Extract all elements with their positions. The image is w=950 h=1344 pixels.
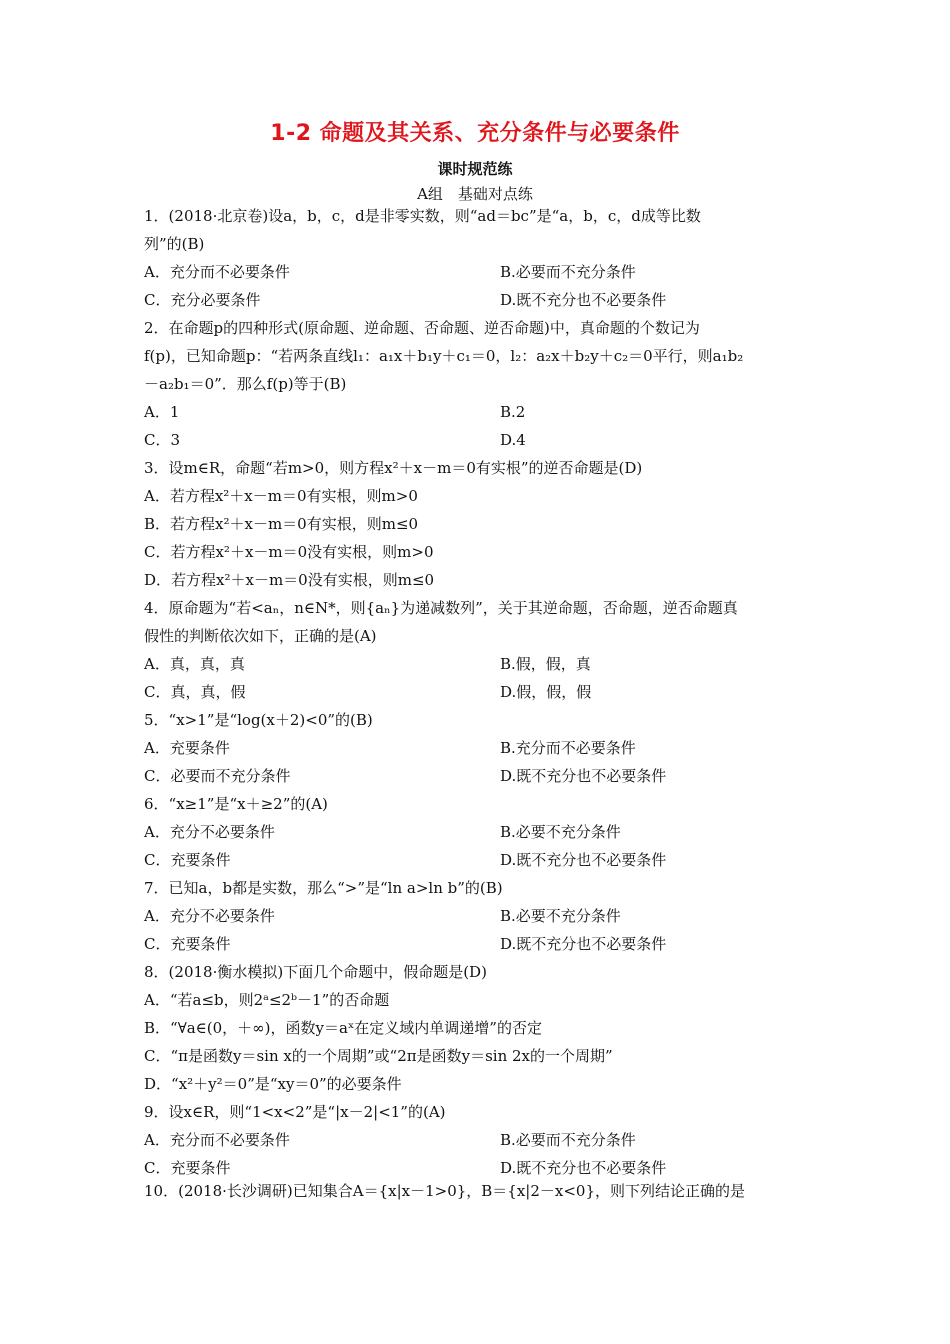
option-line: D.既不充分也不必要条件 [500, 1159, 667, 1177]
text-line: 列”的(B) [144, 235, 205, 253]
text-line: 7．已知a，b都是实数，那么“>”是“ln a>ln b”的(B) [144, 879, 503, 897]
option-line: D.既不充分也不必要条件 [500, 851, 667, 869]
text-line: 6．“x≥1”是“x＋≥2”的(A) [144, 795, 328, 813]
text-line: f(p)，已知命题p：“若两条直线l₁：a₁x＋b₁y＋c₁＝0，l₂：a₂x＋b₂y＋c₂＝0平行，则a₁b₂ [144, 347, 744, 365]
option-line: B.2 [500, 403, 526, 421]
option-line: C．充要条件 [144, 935, 231, 953]
option-line: D.既不充分也不必要条件 [500, 935, 667, 953]
option-line: B．“∀a∈(0，＋∞)，函数y＝aˣ在定义域内单调递增”的否定 [144, 1019, 542, 1037]
option-line: B.必要而不充分条件 [500, 1131, 636, 1149]
option-line: B.充分而不必要条件 [500, 739, 636, 757]
option-line: A．1 [144, 403, 180, 421]
option-line: B.必要不充分条件 [500, 907, 621, 925]
text-line: 2．在命题p的四种形式(原命题、逆命题、否命题、逆否命题)中，真命题的个数记为 [144, 319, 700, 337]
option-line: D.既不充分也不必要条件 [500, 291, 667, 309]
option-line: A．“若a≤b，则2ᵃ≤2ᵇ－1”的否命题 [144, 991, 390, 1009]
text-line: 假性的判断依次如下，正确的是(A) [144, 627, 377, 645]
text-line: 1．(2018·北京卷)设a，b，c，d是非零实数，则“ad＝bc”是“a，b，c，d成等比数 [144, 207, 701, 225]
option-line: A．若方程x²＋x－m＝0有实根，则m>0 [144, 487, 418, 505]
text-line: 4．原命题为“若<aₙ，n∈N*，则{aₙ}为递减数列”，关于其逆命题，否命题，逆否命题真 [144, 599, 738, 617]
option-line: B．若方程x²＋x－m＝0有实根，则m≤0 [144, 515, 419, 533]
option-line: B.必要而不充分条件 [500, 263, 636, 281]
option-line: D.4 [500, 431, 526, 449]
option-line: B.假，假，真 [500, 655, 591, 673]
text-line: 5．“x>1”是“log(x＋2)<0”的(B) [144, 711, 373, 729]
option-line: C．必要而不充分条件 [144, 767, 291, 785]
section-subtitle: 课时规范练 [437, 160, 513, 178]
option-line: D．若方程x²＋x－m＝0没有实根，则m≤0 [144, 571, 435, 589]
option-line: A．充分不必要条件 [144, 823, 275, 841]
option-line: A．真，真，真 [144, 655, 245, 673]
option-line: D.假，假，假 [500, 683, 592, 701]
option-line: C．真，真，假 [144, 683, 246, 701]
option-line: C．“π是函数y＝sin x的一个周期”或“2π是函数y＝sin 2x的一个周期” [144, 1047, 613, 1065]
page-title: 1-2 命题及其关系、充分条件与必要条件 [270, 121, 680, 146]
option-line: C．充分必要条件 [144, 291, 261, 309]
option-line: A．充分不必要条件 [144, 907, 275, 925]
option-line: C．3 [144, 431, 181, 449]
text-line: －a₂b₁＝0”．那么f(p)等于(B) [144, 375, 347, 393]
text-line: 10．(2018·长沙调研)已知集合A＝{x|x－1>0}，B＝{x|2－x<0}，则下列结论正确的是 [144, 1182, 746, 1200]
option-line: B.必要不充分条件 [500, 823, 621, 841]
text-line: 3．设m∈R，命题“若m>0，则方程x²＋x－m＝0有实根”的逆否命题是(D) [144, 459, 643, 477]
group-heading: A组 基础对点练 [417, 185, 533, 203]
option-line: C．若方程x²＋x－m＝0没有实根，则m>0 [144, 543, 434, 561]
option-line: D.既不充分也不必要条件 [500, 767, 667, 785]
option-line: D．“x²＋y²＝0”是“xy＝0”的必要条件 [144, 1075, 402, 1093]
option-line: A．充分而不必要条件 [144, 1131, 290, 1149]
option-line: A．充分而不必要条件 [144, 263, 290, 281]
option-line: C．充要条件 [144, 851, 231, 869]
text-line: 8．(2018·衡水模拟)下面几个命题中，假命题是(D) [144, 963, 487, 981]
option-line: C．充要条件 [144, 1159, 231, 1177]
option-line: A．充要条件 [144, 739, 230, 757]
text-line: 9．设x∈R，则“1<x<2”是“|x－2|<1”的(A) [144, 1103, 446, 1121]
